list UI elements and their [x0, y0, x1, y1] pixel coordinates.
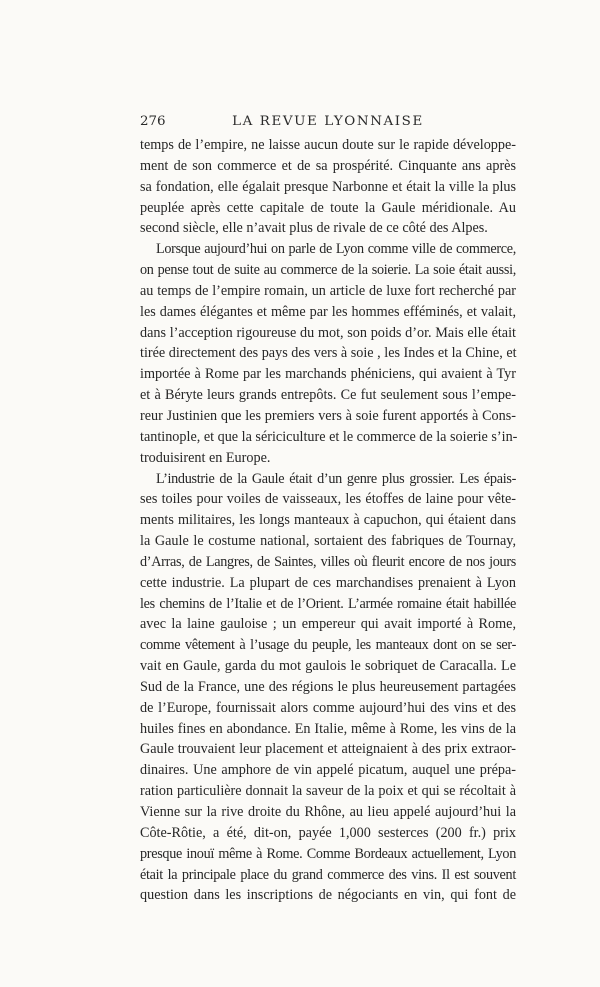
text-line: et à Béryte leurs grands entrepôts. Ce fut seulement sous l’empe-	[140, 387, 516, 404]
text-line: les dames élégantes et même par les hommes efféminés, et valait,	[140, 303, 516, 320]
text-line: ment de son commerce et de sa prospérité. Cinquante ans après	[140, 157, 516, 174]
text-line: presque inouï même à Rome. Comme Bordeaux actuellement, Lyon	[140, 845, 516, 862]
text-line: troduisirent en Europe.	[140, 449, 271, 466]
text-line: Côte-Rôtie, a été, dit-on, payée 1,000 sesterces (200 fr.) prix	[140, 824, 516, 841]
text-line: sa fondation, elle égalait presque Narbonne et était la ville la plus	[140, 178, 516, 195]
text-line: ses toiles pour voiles de vaisseaux, les étoffes de laine pour vête-	[140, 491, 516, 508]
text-line: reur Justinien que les premiers vers à soie furent apportés à Cons-	[140, 407, 516, 424]
text-line: temps de l’empire, ne laisse aucun doute sur le rapide développe-	[140, 137, 516, 153]
text-line: de l’Europe, fournissait alors comme aujourd’hui des vins et des	[140, 699, 516, 716]
text-line: les chemins de l’Italie et de l’Orient. L’armée romaine était habillée	[140, 595, 516, 612]
text-line: était la principale place du grand commerce des vins. Il est souvent	[140, 866, 516, 883]
text-line: dinaires. Une amphore de vin appelé picatum, auquel une prépa-	[140, 762, 516, 779]
running-title: LA REVUE LYONNAISE	[232, 114, 424, 129]
text-line: huiles fines en abondance. En Italie, même à Rome, les vins de la	[140, 720, 516, 737]
text-line: importée à Rome par les marchands phéniciens, qui avaient à Tyr	[140, 366, 516, 383]
text-line: peuplée après cette capitale de toute la Gaule méridionale. Au	[140, 199, 516, 216]
text-line: la Gaule le costume national, sortaient des fabriques de Tournay,	[140, 533, 516, 550]
text-line: dans l’acception rigoureuse du mot, son poids d’or. Mais elle était	[140, 324, 516, 341]
text-line: ments militaires, les longs manteaux à capuchon, qui étaient dans	[140, 512, 516, 529]
text-line: second siècle, elle n’avait plus de rivale de ce côté des Alpes.	[140, 220, 488, 237]
text-line: d’Arras, de Langres, de Saintes, villes où fleurit encore de nos jours	[140, 553, 516, 570]
text-line: Vienne sur la rive droite du Rhône, au lieu appelé aujourd’hui la	[140, 804, 516, 820]
text-line: tirée directement des pays des vers à soie , les Indes et la Chine, et	[140, 345, 517, 362]
text-line: Lorsque aujourd’hui on parle de Lyon comme ville de commerce,	[156, 241, 516, 258]
text-line: cette industrie. La plupart de ces marchandises prenaient à Lyon	[140, 574, 516, 591]
text-line: L’industrie de la Gaule était d’un genre plus grossier. Les épais-	[156, 470, 516, 487]
text-line: on pense tout de suite au commerce de la soierie. La soie était aussi,	[140, 262, 516, 279]
text-line: question dans les inscriptions de négociants en vin, qui font de	[140, 887, 516, 904]
text-line: avec la laine gauloise ; un empereur qui avait importé à Rome,	[140, 616, 516, 633]
text-line: Gaule trouvaient leur placement et atteignaient à des prix extraor-	[140, 741, 516, 758]
text-line: vait en Gaule, garda du mot gaulois le sobriquet de Caracalla. Le	[140, 658, 516, 675]
body-text	[140, 135, 516, 906]
text-line: Sud de la France, une des régions le plus heureusement partagées	[140, 678, 516, 695]
text-line: comme vêtement à l’usage du peuple, les manteaux dont on se ser-	[140, 637, 516, 654]
text-line: ration particulière donnait la saveur de la poix et qui se récoltait à	[140, 783, 516, 800]
page-header	[140, 114, 516, 136]
page-number: 276	[140, 114, 166, 129]
text-line: au temps de l’empire romain, un article de luxe fort recherché par	[140, 282, 516, 299]
text-line: tantinople, et que la sériciculture et le commerce de la soierie s’in-	[140, 428, 518, 445]
